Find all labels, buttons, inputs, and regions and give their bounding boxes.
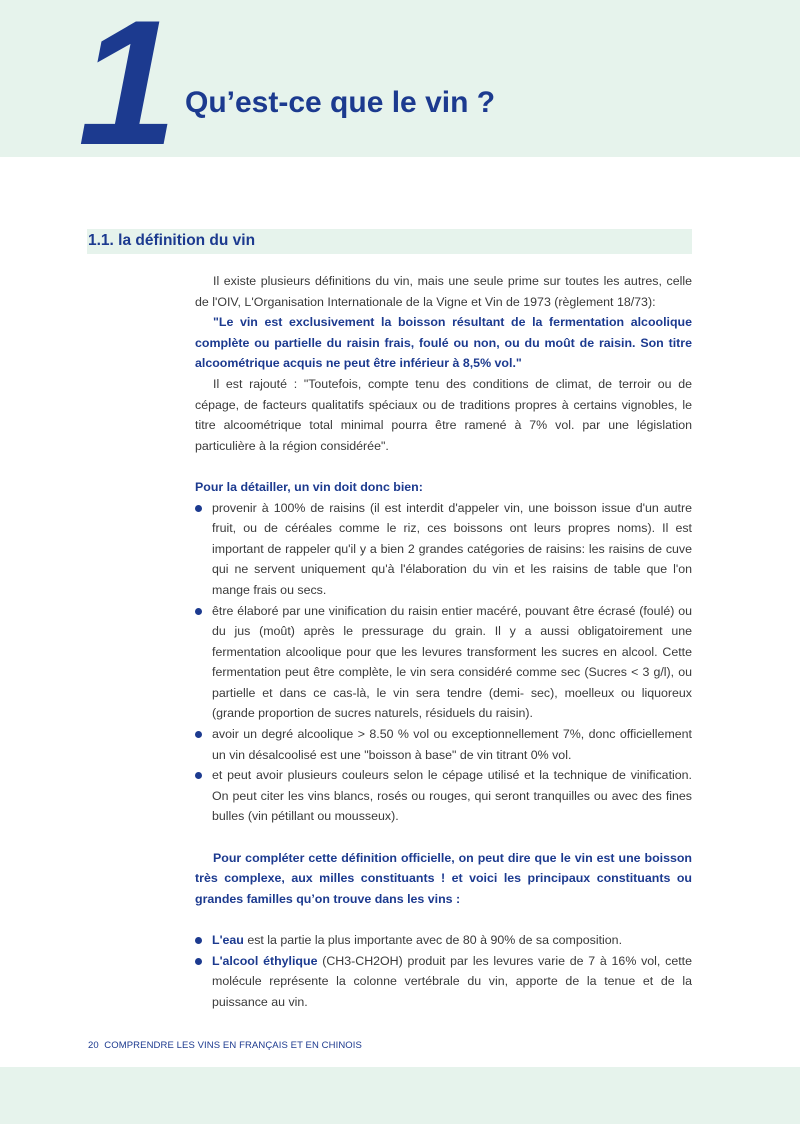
constituent-text: est la partie la plus importante avec de 80 à 90% de sa composition. (243, 933, 623, 947)
constituent-term: L'eau (212, 933, 244, 947)
list-item-text: et peut avoir plusieurs couleurs selon le cépage utilisé et la technique de vinification. On peut citer les vins blancs, rosés ou rouges, qui seront tranquilles ou avec des fines bulles (vin pétillant ou mousseux). (212, 768, 692, 824)
bullet-icon (195, 505, 202, 512)
detail-heading: Pour la détailler, un vin doit donc bien: (195, 479, 423, 494)
complement-heading: Pour compléter cette définition officielle, on peut dire que le vin est une boisson très complexe, aux milles constituants ! et voici les principaux constituants ou grandes familles qu’on trouve dans les vins : (195, 850, 692, 906)
spacer (195, 456, 692, 477)
intro-paragraph: Il existe plusieurs définitions du vin, mais une seule prime sur toutes les autres, celle de l'OIV, L'Organisation Internationale de la Vigne et Vin de 1973 (règlement 18/73): (195, 274, 692, 309)
bullet-icon (195, 731, 202, 738)
constituent-term: L'alcool éthylique (212, 953, 318, 968)
page-number: 20 (88, 1040, 99, 1051)
list-item (195, 601, 692, 725)
list-item-text: avoir un degré alcoolique > 8.50 % vol ou exceptionnellement 7%, donc officiellement un vin désalcoolisé est une "boisson à base" de vin titrant 0% vol. (212, 727, 692, 762)
list-item (195, 765, 692, 827)
list-item (195, 951, 692, 1013)
detail-list (195, 498, 692, 828)
bullet-icon (195, 937, 202, 944)
constituents-list (195, 930, 692, 1012)
addendum-paragraph: Il est rajouté : "Toutefois, compte tenu des conditions de climat, de terroir ou de cépage, de facteurs qualitatifs spéciaux ou de traditions propres à certains vignobles, le titre alcoométrique total minimal pourra être ramené à 7% vol. par une législation particulière à la région considérée". (195, 376, 692, 453)
constituent-text: (CH3-CH2OH) produit par les levures varie de 7 à 16% vol, cette molécule représente la colonne vertébrale du vin, apporte de la tenue et de la puissance au vin. (212, 953, 692, 1009)
list-item (195, 724, 692, 765)
list-item (195, 498, 692, 601)
chapter-title: Qu’est-ce que le vin ? (185, 86, 496, 119)
body-text (195, 271, 692, 1012)
spacer (195, 909, 692, 930)
bullet-icon (195, 608, 202, 615)
spacer (195, 827, 692, 848)
book-title: COMPRENDRE LES VINS EN FRANÇAIS ET EN CHINOIS (104, 1040, 362, 1051)
bullet-icon (195, 772, 202, 779)
definition-quote: "Le vin est exclusivement la boisson résultant de la fermentation alcoolique complète ou partielle du raisin frais, foulé ou non, ou du moût de raisin. Son titre alcoométrique acquis ne peut être inférieur à 8,5% vol." (195, 315, 692, 371)
section-title: 1.1. la définition du vin (88, 232, 256, 249)
list-item-text: être élaboré par une vinification du raisin entier macéré, pouvant être écrasé (foulé) ou du jus (moût) après le pressurage du grain. Il y a aussi obligatoirement une fermentation alcoolique pour que les levures transforment les sucres en alcool. Cette fermentation peut être complète, le vin sera considéré comme sec (Sucres < 3 g/l), ou partielle et dans ce cas-là, le vin sera tendre (demi- sec), moelleux ou liquoreux (grande proportion de sucres naturels, résiduels du raisin). (212, 603, 692, 721)
list-item (195, 930, 692, 951)
bullet-icon (195, 958, 202, 965)
footer-band (0, 1067, 800, 1124)
chapter-number: 1 (78, 0, 173, 182)
list-item-text: provenir à 100% de raisins (il est interdit d'appeler vin, une boisson issue d'un autre fruit, ou de céréales comme le riz, ces boissons ont leurs propres noms). Il est important de rappeler qu'il y a bien 2 grandes catégories de raisins: les raisins de cuve qui ne servent uniquement qu'à l'élaboration du vin et les raisins de table que l'on mange frais ou secs. (212, 500, 692, 597)
page-footer (88, 1040, 362, 1051)
